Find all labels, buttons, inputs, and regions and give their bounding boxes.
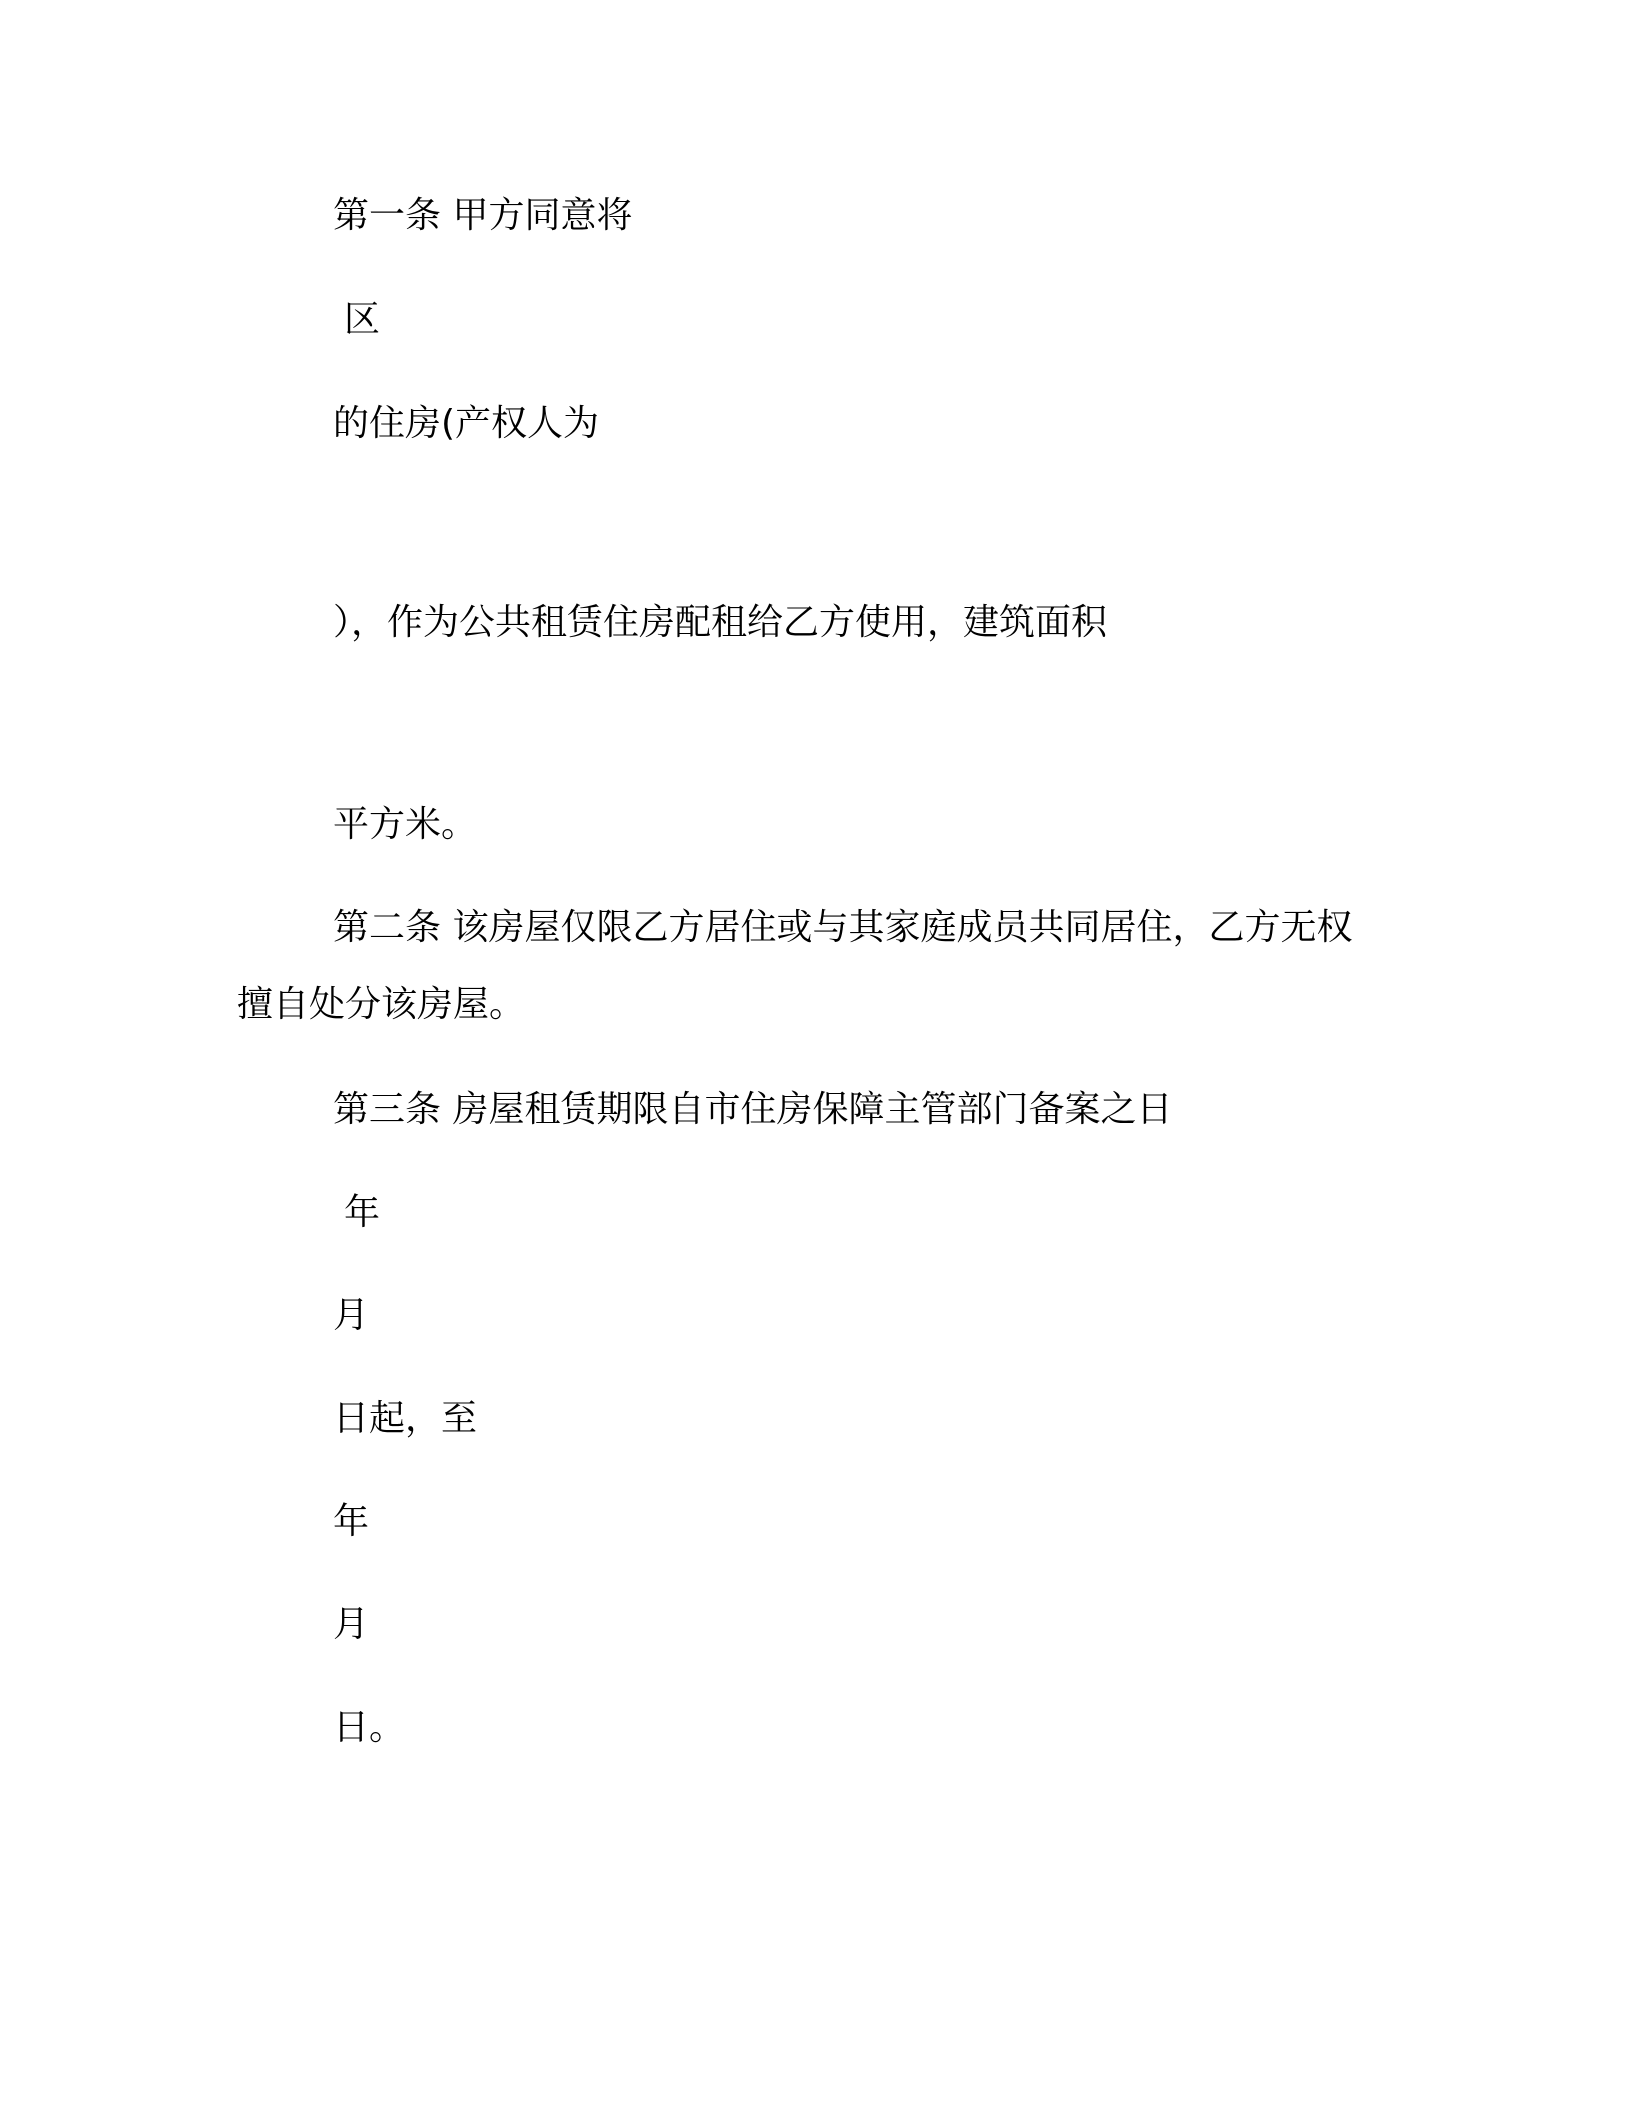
article-3-line-7: 日。	[333, 1707, 406, 1748]
article-1-line-4: ），作为公共租赁住房配租给乙方使用，建筑面积	[333, 602, 1108, 643]
article-3-line-3: 月	[333, 1295, 370, 1336]
article-1-line-5: 平方米。	[333, 804, 478, 845]
article-1-line-2: 区	[344, 299, 381, 340]
article-1-line-3: 的住房(产权人为	[333, 403, 600, 444]
article-3-line-6: 月	[333, 1604, 370, 1645]
article-3-line-4: 日起，至	[333, 1398, 478, 1439]
article-3-line-1: 第三条 房屋租赁期限自市住房保障主管部门备案之日	[333, 1089, 1173, 1130]
article-3-line-2: 年	[344, 1192, 381, 1233]
article-1-line-1: 第一条 甲方同意将	[333, 195, 633, 236]
article-2-line-2: 擅自处分该房屋。	[237, 984, 526, 1025]
article-3-line-5: 年	[333, 1501, 370, 1542]
article-2-line-1: 第二条 该房屋仅限乙方居住或与其家庭成员共同居住，乙方无权	[333, 907, 1353, 948]
